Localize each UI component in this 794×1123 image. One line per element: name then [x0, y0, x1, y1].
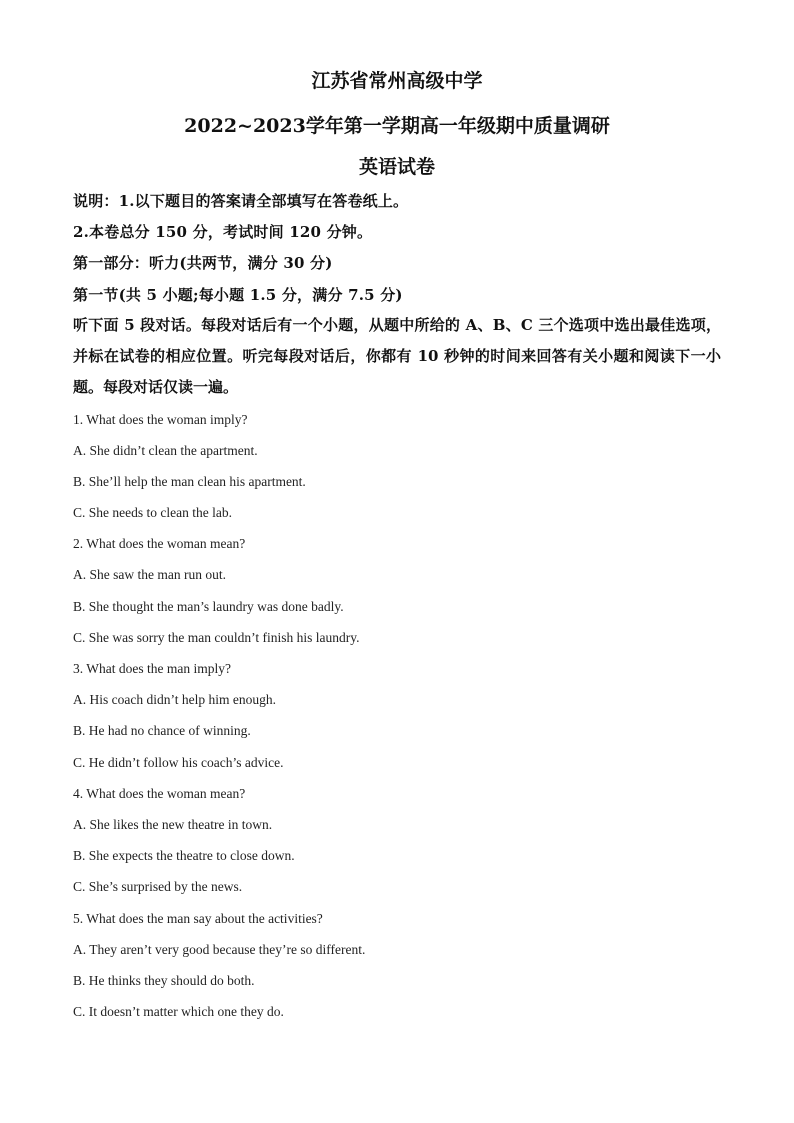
- question-1-stem: 1. What does the woman imply?: [73, 412, 248, 427]
- question-4-option-b: B. She expects the theatre to close down.: [73, 848, 295, 863]
- question-5-option-a: A. They aren’t very good because they’re so different.: [73, 942, 366, 957]
- exam-title: 2022~2023学年第一学期高一年级期中质量调研: [184, 115, 610, 137]
- question-1-option-c: C. She needs to clean the lab.: [73, 505, 232, 520]
- note-2: 2.本卷总分 150 分，考试时间 120 分钟。: [73, 223, 373, 241]
- question-2-option-b: B. She thought the man’s laundry was done badly.: [73, 599, 344, 614]
- section1-title: 第一节(共 5 小题;每小题 1.5 分，满分 7.5 分): [73, 286, 403, 304]
- question-4-stem: 4. What does the woman mean?: [73, 786, 246, 801]
- question-3-option-b: B. He had no chance of winning.: [73, 723, 251, 738]
- question-2-option-a: A. She saw the man run out.: [73, 567, 226, 582]
- question-5-option-b: B. He thinks they should do both.: [73, 973, 255, 988]
- question-1-option-b: B. She’ll help the man clean his apartment.: [73, 474, 306, 489]
- question-3-stem: 3. What does the man imply?: [73, 661, 231, 676]
- school-name: 江苏省常州高级中学: [311, 70, 483, 92]
- question-2-stem: 2. What does the woman mean?: [73, 536, 246, 551]
- subject-title: 英语试卷: [358, 156, 435, 178]
- question-5-option-c: C. It doesn’t matter which one they do.: [73, 1004, 284, 1019]
- part1-title: 第一部分：听力(共两节，满分 30 分): [73, 254, 333, 272]
- question-4-option-c: C. She’s surprised by the news.: [73, 879, 243, 894]
- question-5-stem: 5. What does the man say about the activities?: [73, 911, 323, 926]
- question-1-option-a: A. She didn’t clean the apartment.: [73, 443, 258, 458]
- question-2-option-c: C. She was sorry the man couldn’t finish his laundry.: [73, 630, 360, 645]
- question-3-option-a: A. His coach didn’t help him enough.: [73, 692, 276, 707]
- note-1: 说明：1.以下题目的答案请全部填写在答卷纸上。: [73, 192, 409, 210]
- question-3-option-c: C. He didn’t follow his coach’s advice.: [73, 755, 284, 770]
- question-4-option-a: A. She likes the new theatre in town.: [73, 817, 273, 832]
- listening-instructions: 听下面 5 段对话。每段对话后有一个小题，从题中所给的 A、B、C 三个选项中选出最佳选项，并标在试卷的相应位置。听完每段对话后，你都有 10 秒钟的时间来回答有关小题和阅读下一小题。每段对话仅读一遍。: [73, 316, 721, 396]
